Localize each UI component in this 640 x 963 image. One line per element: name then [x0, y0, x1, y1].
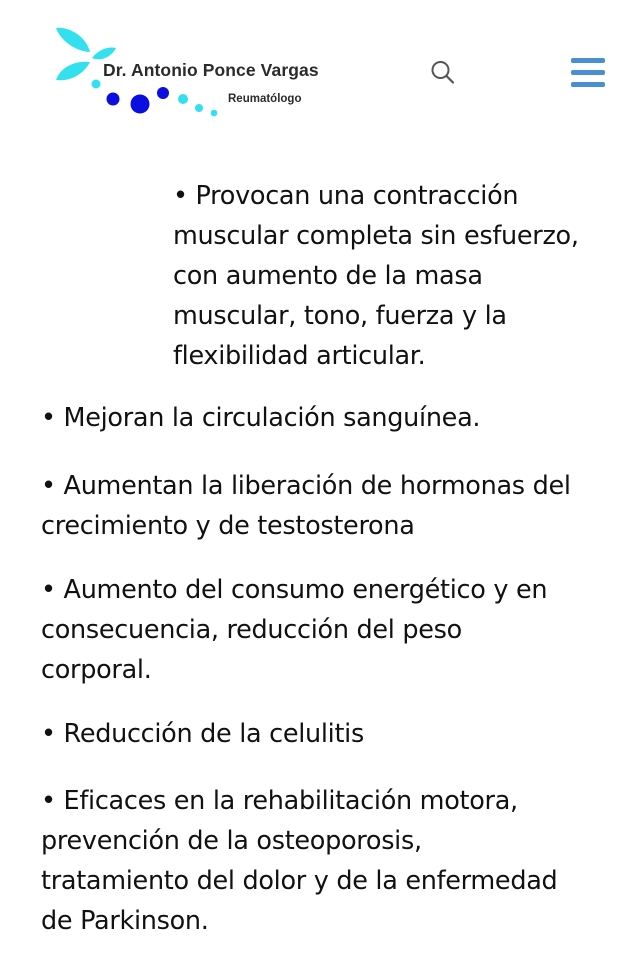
text-line: flexibilidad articular.	[173, 341, 426, 371]
text-line: consecuencia, reducción del peso	[41, 615, 462, 645]
search-icon	[428, 58, 458, 88]
benefit-item-hormones	[41, 466, 621, 546]
text-line: crecimiento y de testosterona	[41, 511, 415, 541]
logo-subtitle: Reumatólogo	[228, 93, 302, 105]
text-line: • Provocan una contracción	[173, 181, 519, 211]
hamburger-menu-icon-bar-middle	[571, 70, 605, 75]
benefit-item-contraction	[173, 176, 623, 376]
text-line: • Reducción de la celulitis	[41, 719, 364, 749]
benefit-item-cellulite	[41, 714, 621, 754]
hamburger-menu-icon-bar-top	[571, 58, 605, 63]
hamburger-menu-icon-bar-bottom	[571, 82, 605, 87]
benefit-item-rehabilitation	[41, 781, 621, 941]
text-line: tratamiento del dolor y de la enfermedad	[41, 866, 558, 896]
text-line: • Aumentan la liberación de hormonas del	[41, 471, 571, 501]
text-line: corporal.	[41, 655, 152, 685]
site-header	[0, 0, 640, 130]
text-line: • Eficaces en la rehabilitación motora,	[41, 786, 518, 816]
search-button[interactable]	[428, 58, 458, 88]
text-line: • Aumento del consumo energético y en	[41, 575, 548, 605]
text-line: • Mejoran la circulación sanguínea.	[41, 403, 481, 433]
text-line: muscular completa sin esfuerzo,	[173, 221, 579, 251]
text-line: de Parkinson.	[41, 906, 209, 936]
text-line: muscular, tono, fuerza y la	[173, 301, 507, 331]
benefit-item-circulation	[41, 398, 621, 438]
logo-title: Dr. Antonio Ponce Vargas	[103, 60, 319, 80]
text-line: con aumento de la masa	[173, 261, 483, 291]
text-line: prevención de la osteoporosis,	[41, 826, 422, 856]
benefit-item-energy	[41, 570, 621, 690]
menu-button[interactable]	[568, 56, 608, 90]
site-logo[interactable]	[50, 22, 370, 122]
